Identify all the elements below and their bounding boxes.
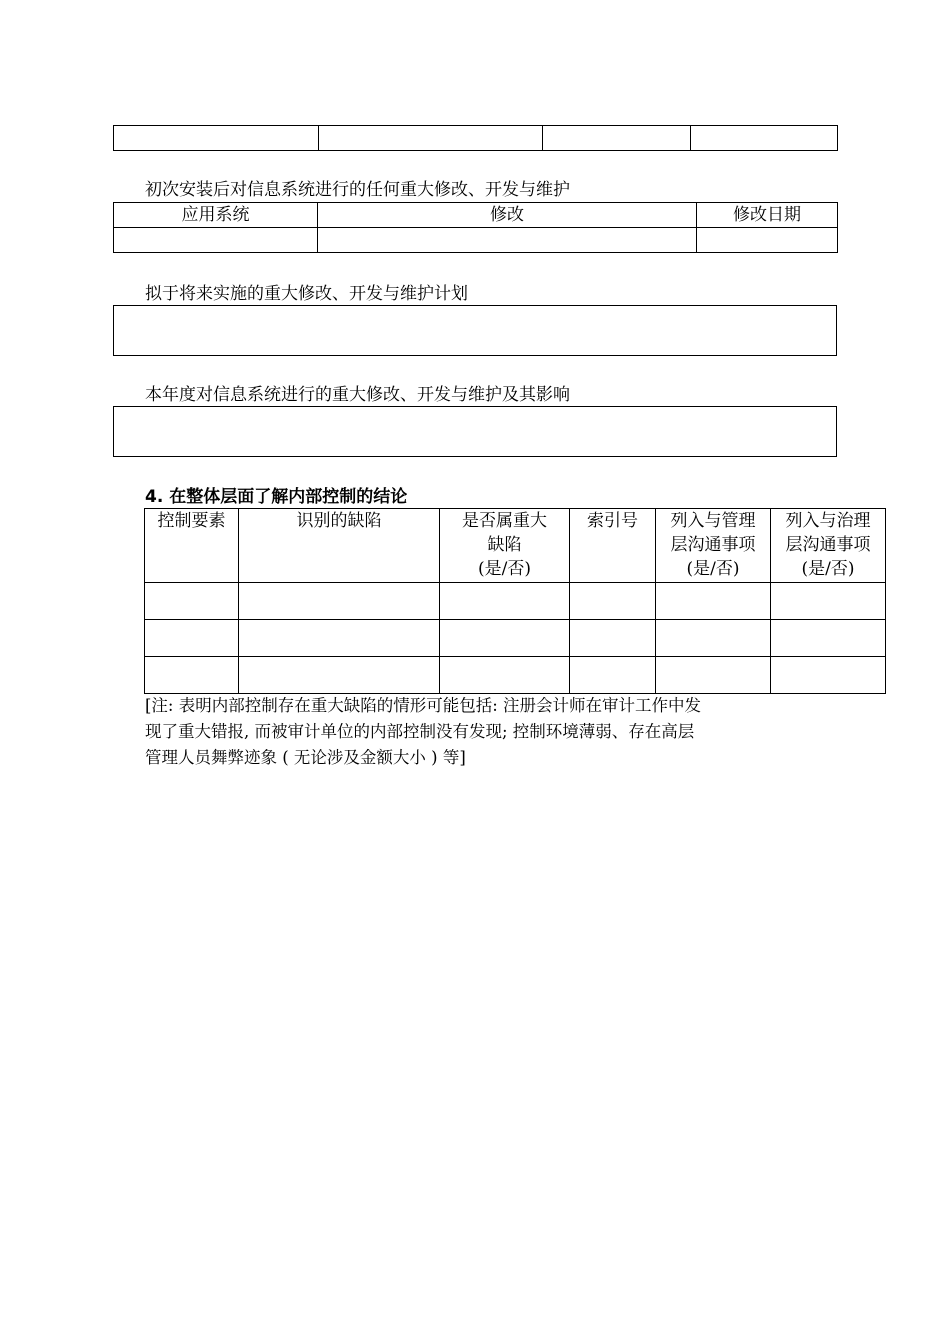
table-cell[interactable] — [440, 583, 570, 620]
table-cell[interactable] — [771, 583, 886, 620]
table-cell[interactable] — [239, 620, 440, 657]
year-caption: 本年度对信息系统进行的重大修改、开发与维护及其影响 — [145, 385, 570, 405]
note-line: [注: 表明内部控制存在重大缺陷的情形可能包括: 注册会计师在审计工作中发 — [145, 696, 702, 715]
plan-caption: 拟于将来实施的重大修改、开发与维护计划 — [145, 284, 468, 304]
table-row — [114, 228, 838, 253]
table-cell[interactable] — [543, 126, 691, 151]
note-block — [145, 693, 701, 771]
conclusion-heading: 4. 在整体层面了解内部控制的结论 — [145, 487, 408, 507]
table-cell[interactable] — [771, 620, 886, 657]
table-cell[interactable] — [440, 657, 570, 694]
modifications-table — [113, 202, 838, 253]
header-governance-communication: 列入与治理 层沟通事项 (是/否) — [771, 509, 886, 583]
table-cell[interactable] — [656, 620, 771, 657]
table-cell[interactable] — [145, 620, 239, 657]
note-line: 管理人员舞弊迹象 ( 无论涉及金额大小 ) 等] — [145, 748, 466, 767]
table-cell[interactable] — [691, 126, 838, 151]
table-header-row — [145, 509, 886, 583]
table-row — [145, 657, 886, 694]
table-cell[interactable] — [145, 583, 239, 620]
table-cell[interactable] — [570, 583, 656, 620]
table-cell[interactable] — [656, 657, 771, 694]
header-management-communication: 列入与管理 层沟通事项 (是/否) — [656, 509, 771, 583]
header-index-number: 索引号 — [570, 509, 656, 583]
header-control-element: 控制要素 — [145, 509, 239, 583]
table-cell[interactable] — [114, 126, 319, 151]
conclusion-table — [144, 508, 886, 694]
table-cell[interactable] — [697, 228, 838, 253]
table-row — [145, 620, 886, 657]
table-cell[interactable] — [570, 657, 656, 694]
header-identified-deficiency: 识别的缺陷 — [239, 509, 440, 583]
table-cell[interactable] — [239, 657, 440, 694]
table-cell[interactable] — [319, 126, 543, 151]
header-modification: 修改 — [318, 203, 697, 228]
header-is-material-deficiency: 是否属重大 缺陷 (是/否) — [440, 509, 570, 583]
table-row — [114, 126, 838, 151]
table-cell[interactable] — [771, 657, 886, 694]
table-cell[interactable] — [239, 583, 440, 620]
table-cell[interactable] — [570, 620, 656, 657]
table-cell[interactable] — [114, 228, 318, 253]
table-header-row — [114, 203, 838, 228]
table-cell[interactable] — [145, 657, 239, 694]
note-line: 现了重大错报, 而被审计单位的内部控制没有发现; 控制环境薄弱、存在高层 — [145, 722, 695, 741]
header-application-system: 应用系统 — [114, 203, 318, 228]
table-row — [145, 583, 886, 620]
top-table — [113, 125, 838, 151]
plan-box[interactable] — [113, 305, 837, 356]
modifications-caption: 初次安装后对信息系统进行的任何重大修改、开发与维护 — [145, 180, 570, 200]
year-box[interactable] — [113, 406, 837, 457]
table-cell[interactable] — [318, 228, 697, 253]
table-cell[interactable] — [656, 583, 771, 620]
header-modification-date: 修改日期 — [697, 203, 838, 228]
table-cell[interactable] — [440, 620, 570, 657]
